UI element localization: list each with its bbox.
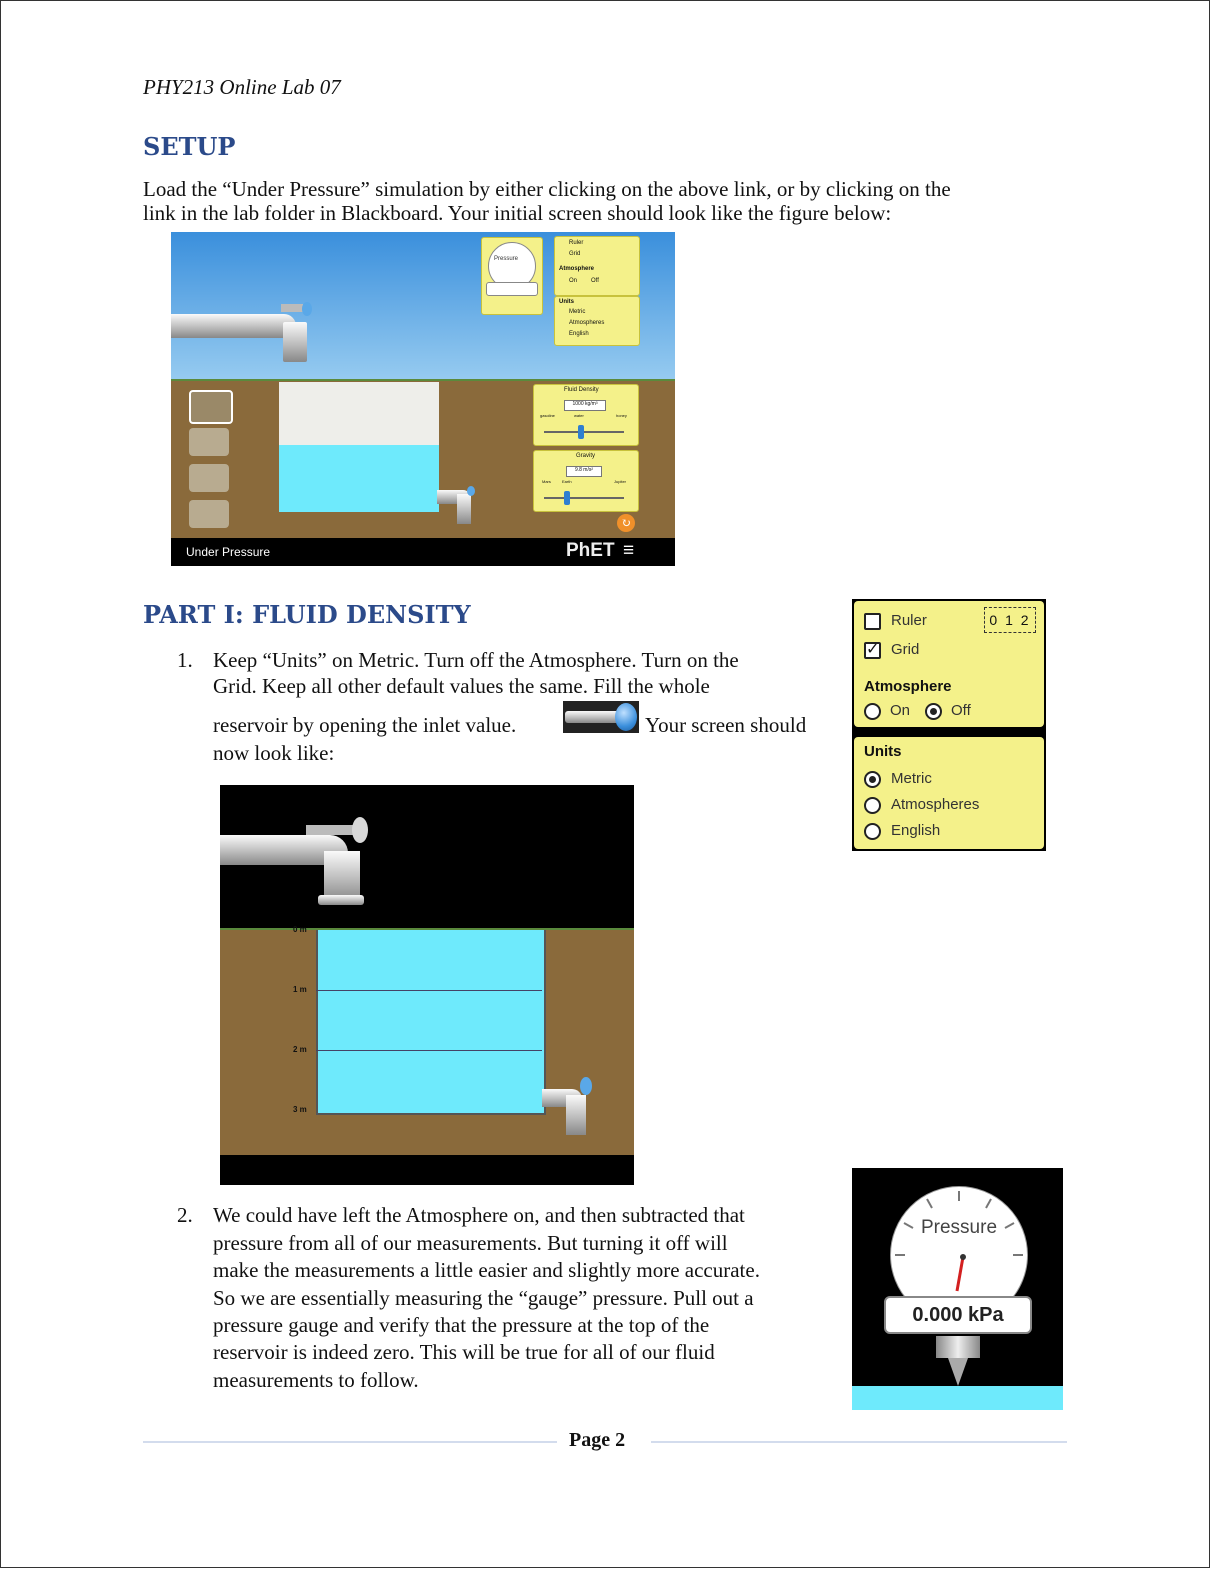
gauge-label: Pressure <box>920 1217 998 1238</box>
inlet-valve-icon-inline <box>563 701 639 733</box>
scene-4-button[interactable] <box>189 500 229 528</box>
depth-label-1: 1 m <box>293 985 307 994</box>
gauge-probe <box>948 1358 968 1386</box>
atmosphere-label: Atmosphere <box>864 678 952 695</box>
footer-rule-left <box>143 1441 557 1443</box>
grid-line-2m <box>316 1050 542 1051</box>
english-radio[interactable] <box>864 823 881 840</box>
item2-line-7: measurements to follow. <box>213 1368 419 1392</box>
atmospheres-radio[interactable] <box>864 797 881 814</box>
item2-line-1: We could have left the Atmosphere on, and then subtracted that <box>213 1203 745 1227</box>
depth-label-0: 0 m <box>293 925 307 934</box>
scene-1-button[interactable] <box>189 390 233 424</box>
menu-icon[interactable]: ≡ <box>623 540 635 561</box>
units-box: Units Metric Atmospheres English <box>854 737 1044 849</box>
inlet-pipe <box>171 314 296 338</box>
ruler-label: Ruler <box>891 612 927 629</box>
gauge-mini-label: Pressure <box>494 256 519 262</box>
item1-line-1: Keep “Units” on Metric. Turn off the Atmosphere. Turn on the <box>213 648 739 672</box>
setup-line-1: Load the “Under Pressure” simulation by either clicking on the above link, or by clicking on the <box>143 177 951 201</box>
atmosphere-off-radio[interactable] <box>925 703 942 720</box>
units-label: Units <box>864 743 902 760</box>
filled-reservoir-screenshot <box>220 785 634 1185</box>
check-icon: ✓ <box>866 639 880 658</box>
gravity-panel: Gravity 9.8 m/s² Mars Earth Jupiter <box>533 450 639 512</box>
item1-line-2: Grid. Keep all other default values the same. Fill the whole <box>213 674 710 698</box>
setup-heading: SETUP <box>143 132 236 161</box>
ruler-icon: 0 1 2 <box>984 607 1036 633</box>
running-header: PHY213 Online Lab 07 <box>143 75 341 99</box>
grid-checkbox[interactable] <box>864 639 881 659</box>
setup-line-2: link in the lab folder in Blackboard. Your initial screen should look like the figure below: <box>143 201 892 225</box>
item1-line-3b: Your screen should <box>645 713 807 737</box>
sim-title: Under Pressure <box>186 545 271 559</box>
pressure-gauge-tool[interactable] <box>481 237 543 315</box>
gravity-slider-thumb[interactable] <box>564 491 570 505</box>
grid-line-1m <box>316 990 542 991</box>
sim1-display-panel: Ruler Grid Atmosphere On Off <box>554 236 640 296</box>
fluid-density-panel: Fluid Density 1000 kg/m³ gasoline water honey <box>533 384 639 446</box>
depth-label-3: 3 m <box>293 1105 307 1114</box>
part1-heading: PART I: FLUID DENSITY <box>143 600 471 629</box>
phet-logo: PhET <box>566 540 615 561</box>
item1-number: 1. <box>177 648 193 672</box>
density-slider-thumb[interactable] <box>578 425 584 439</box>
item2-number: 2. <box>177 1203 193 1227</box>
item1-line-3a: reservoir by opening the inlet value. <box>213 713 517 737</box>
metric-radio[interactable] <box>864 771 881 788</box>
water <box>316 930 546 1115</box>
sim1-units-panel: Units Metric Atmospheres English <box>554 296 640 346</box>
item1-line-4: now look like: <box>213 741 335 765</box>
item2-line-4: So we are essentially measuring the “gauge” pressure. Pull out a <box>213 1286 754 1310</box>
item2-line-6: reservoir is indeed zero. This will be true for all of our fluid <box>213 1340 715 1364</box>
sim1-navbar <box>171 538 675 566</box>
scene-2-button[interactable] <box>189 428 229 456</box>
item2-line-3: make the measurements a little easier and slightly more accurate. <box>213 1258 760 1282</box>
item2-line-5: pressure gauge and verify that the pressure at the top of the <box>213 1313 710 1337</box>
grid-label: Grid <box>891 641 920 658</box>
page-number: Page 2 <box>569 1429 626 1451</box>
depth-label-2: 2 m <box>293 1045 307 1054</box>
footer-rule-right <box>651 1441 1067 1443</box>
pressure-gauge-screenshot <box>852 1168 1063 1410</box>
scene-3-button[interactable] <box>189 464 229 492</box>
display-options-box: Ruler 0 1 2 ✓ Grid Atmosphere On Off <box>854 601 1044 727</box>
initial-simulation-screenshot <box>171 232 675 566</box>
item2-line-2: pressure from all of our measurements. But turning it off will <box>213 1231 728 1255</box>
inlet-valve-icon <box>302 302 312 316</box>
gauge-reading: 0.000 kPa <box>884 1296 1032 1334</box>
atmosphere-on-radio[interactable] <box>864 703 881 720</box>
inlet-valve-knob-icon[interactable] <box>352 817 368 843</box>
ruler-checkbox[interactable] <box>864 613 881 630</box>
water-surface <box>852 1386 1063 1410</box>
reset-icon[interactable]: ↻ <box>617 514 635 532</box>
controls-panel-screenshot <box>852 599 1046 851</box>
outlet-valve-icon[interactable] <box>580 1077 592 1095</box>
water <box>279 445 439 512</box>
